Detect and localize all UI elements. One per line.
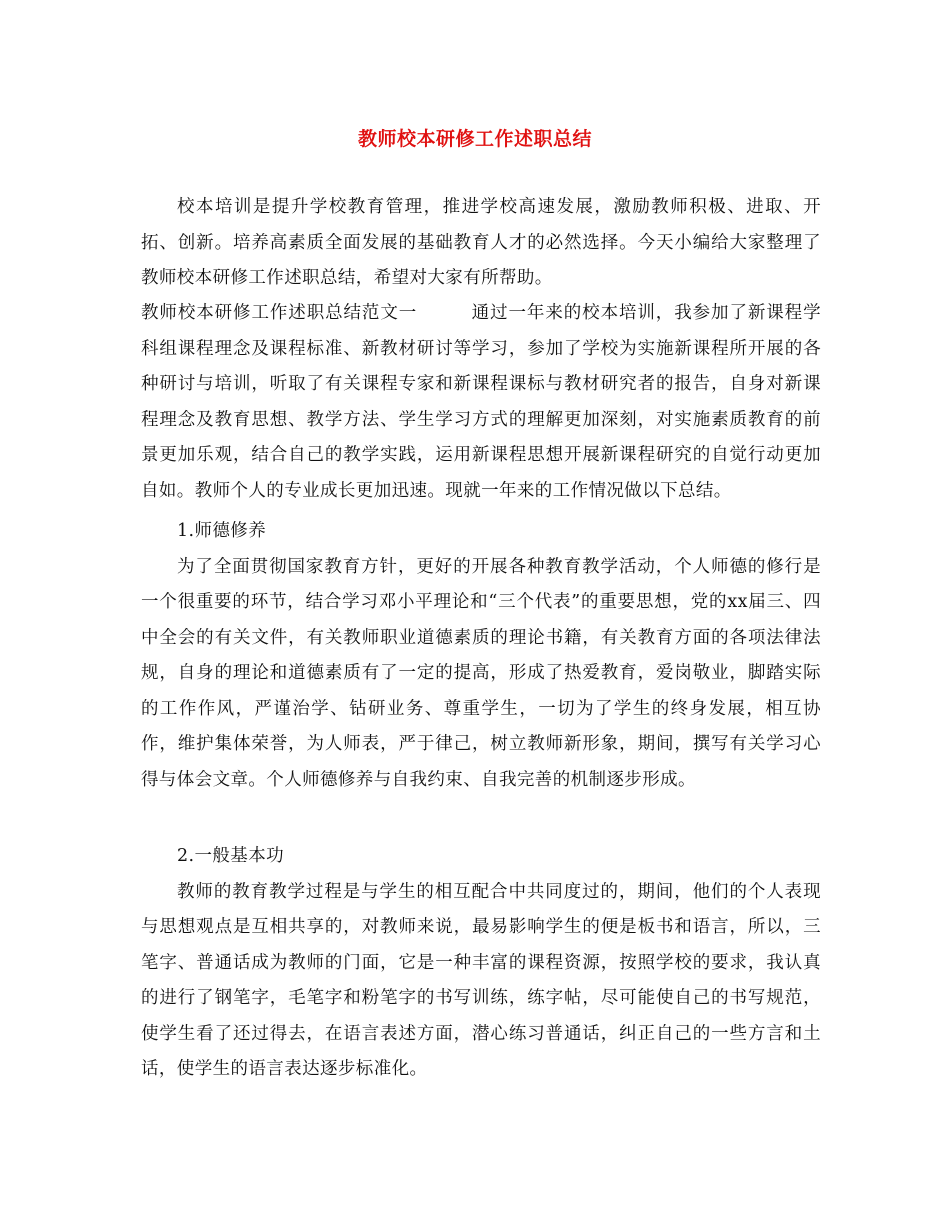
- section-heading: 2.一般基本功: [177, 846, 284, 866]
- example-block: [141, 296, 821, 509]
- example-opening-text: 通过一年来的校本培训，我参加了新课程学科组课程理念及课程标准、新教材研讨等学习，参加了学校为实施新课程所开展的各种研讨与培训，听取了有关课程专家和新课程课标与教材研究者的报告，自身对新课程理念及教育思想、教学方法、学生学习方式的理解更加深刻，对实施素质教育的前景更加乐观，结合自己的教学实践，运用新课程思想开展新课程研究的自觉行动更加自如。教师个人的专业成长更加迅速。现就一年来的工作情况做以下总结。: [141, 303, 821, 501]
- section-paragraph: 为了全面贯彻国家教育方针，更好的开展各种教育教学活动，个人师德的修行是一个很重要的环节，结合学习邓小平理论和“三个代表”的重要思想，党的xx届三、四中全会的有关文件，有关教师职业道德素质的理论书籍，有关教育方面的各项法律法规，自身的理论和道德素质有了一定的提高，形成了热爱教育，爱岗敬业，脚踏实际的工作作风，严谨治学、钻研业务、尊重学生，一切为了学生的终身发展，相互协作，维护集体荣誉，为人师表，严于律己，树立教师新形象，期间，撰写有关学习心得与体会文章。个人师德修养与自我约束、自我完善的机制逐步形成。: [141, 556, 821, 790]
- intro-paragraph: 校本培训是提升学校教育管理，推进学校高速发展，激励教师积极、进取、开拓、创新。培养高素质全面发展的基础教育人才的必然选择。今天小编给大家整理了教师校本研修工作述职总结，希望对大家有所帮助。: [141, 197, 821, 288]
- section-1: [141, 514, 821, 798]
- section-heading: 1.师德修养: [177, 521, 267, 541]
- intro-block: [141, 190, 821, 297]
- document-title: 教师校本研修工作述职总结: [357, 128, 592, 150]
- section-paragraph: 教师的教育教学过程是与学生的相互配合中共同度过的，期间，他们的个人表现与思想观点是互相共享的，对教师来说，最易影响学生的便是板书和语言，所以，三笔字、普通话成为教师的门面，它是一种丰富的课程资源，按照学校的要求，我认真的进行了钢笔字，毛笔字和粉笔字的书写训练，练字帖，尽可能使自己的书写规范，使学生看了还过得去，在语言表述方面，潜心练习普通话，纠正自己的一些方言和土话，使学生的语言表达逐步标准化。: [141, 881, 821, 1079]
- example-heading: 教师校本研修工作述职总结范文一: [141, 303, 418, 323]
- section-2: [141, 839, 821, 1088]
- example-paragraph: [141, 296, 821, 509]
